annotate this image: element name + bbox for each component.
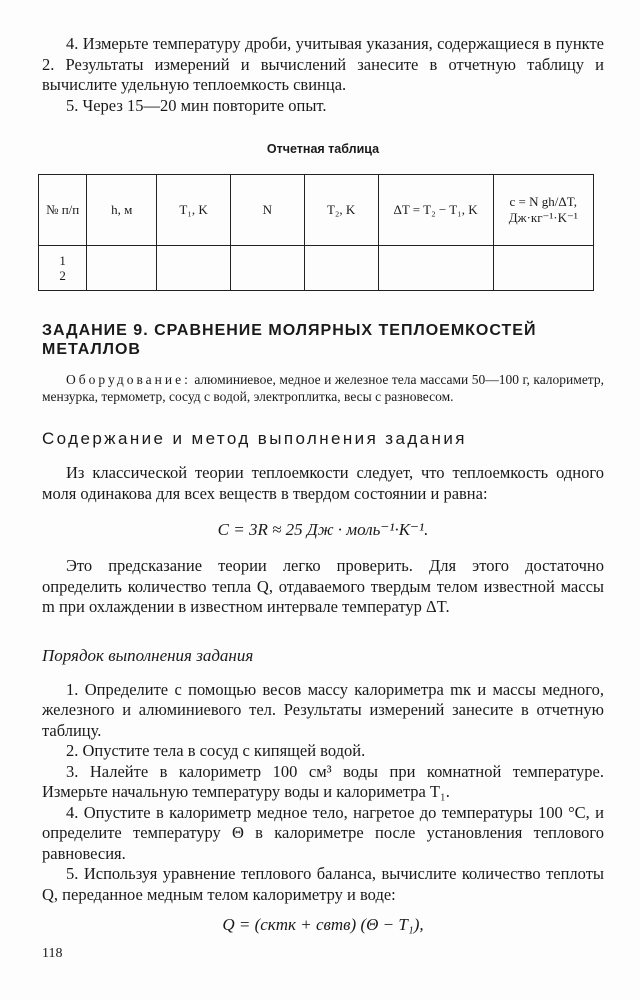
intro-step-5: 5. Через 15—20 мин повторите опыт.: [66, 95, 327, 115]
equipment-lead: Оборудование:: [66, 372, 191, 387]
table-header-row: [39, 175, 594, 246]
procedure-step-3: 3. Налейте в калориметр 100 см³ воды при комнатной температуре. Измерьте начальную температуру воды и калориметра T₁.: [42, 761, 604, 801]
page-content: [42, 34, 604, 951]
task-title: ЗАДАНИЕ 9. СРАВНЕНИЕ МОЛЯРНЫХ ТЕПЛОЕМКОСТЕЙ МЕТАЛЛОВ: [42, 322, 537, 358]
header-cell-delta-t: ΔT = T₂ − T₁, K: [378, 175, 493, 246]
intro-step-4: 4. Измерьте температуру дроби, учитывая указания, содержащиеся в пункте 2. Результаты измерений и вычислений занесите в отчетную таблицу и вычислите удельную теплоемкость свинца.: [42, 34, 604, 94]
page-number: 118: [42, 946, 63, 961]
formula-molar-heat: C = 3R ≈ 25 Дж · моль⁻¹·K⁻¹.: [217, 520, 429, 539]
header-cell-c: c = N gh/ΔT, Дж·кг⁻¹·K⁻¹: [493, 175, 593, 246]
procedure-step-4: 4. Опустите в калориметр медное тело, нагретое до температуры 100 °С, и определите температуру Θ в калориметре после установления теплового равновесия.: [42, 802, 604, 863]
header-cell-number: № п/п: [39, 175, 87, 246]
table-cell: [304, 246, 378, 291]
table-cell: [493, 246, 593, 291]
table-caption: Отчетная таблица: [266, 142, 380, 156]
procedure-step-5: 5. Используя уравнение теплового баланса, вычислите количество теплоты Q, переданное медным телом калориметру и воде:: [42, 864, 604, 904]
table-cell: [87, 246, 157, 291]
procedure-step-1: 1. Определите с помощью весов массу калориметра mк и массы медного, железного и алюминиевого тел. Результаты измерений занесите в отчетную таблицу.: [42, 679, 604, 740]
formula-heat-balance: Q = (cкmк + cвmв) (Θ − T₁),: [222, 915, 424, 934]
header-cell-h: h, м: [87, 175, 157, 246]
header-cell-n: N: [230, 175, 304, 246]
table-cell: [230, 246, 304, 291]
procedure-heading: Порядок выполнения задания: [42, 645, 254, 665]
procedure-step-2: 2. Опустите тела в сосуд с кипящей водой.: [66, 741, 366, 760]
equipment-text: алюминиевое, медное и железное тела массами 50—100 г, калориметр, мензурка, термометр, сосуд с водой, электроплитка, весы с разновесом.: [42, 372, 604, 404]
table-cell: [157, 246, 231, 291]
method-paragraph-2: Это предсказание теории легко проверить. Для этого достаточно определить количество тепла Q, отдаваемого твердым телом известной массы m при охлаждении в известном интервале температур ΔT.: [42, 556, 604, 616]
row-numbers: 1 2: [39, 246, 87, 291]
report-table: [38, 174, 594, 291]
method-heading: Содержание и метод выполнения задания: [42, 429, 467, 448]
equipment-paragraph: [42, 371, 604, 405]
method-paragraph-1: Из классической теории теплоемкости следует, что теплоемкость одного моля одинакова для всех веществ в твердом состоянии и равна:: [42, 463, 604, 503]
table-cell: [378, 246, 493, 291]
header-cell-t2: T₂, K: [304, 175, 378, 246]
table-row: [39, 246, 594, 291]
header-cell-t1: T₁, K: [157, 175, 231, 246]
